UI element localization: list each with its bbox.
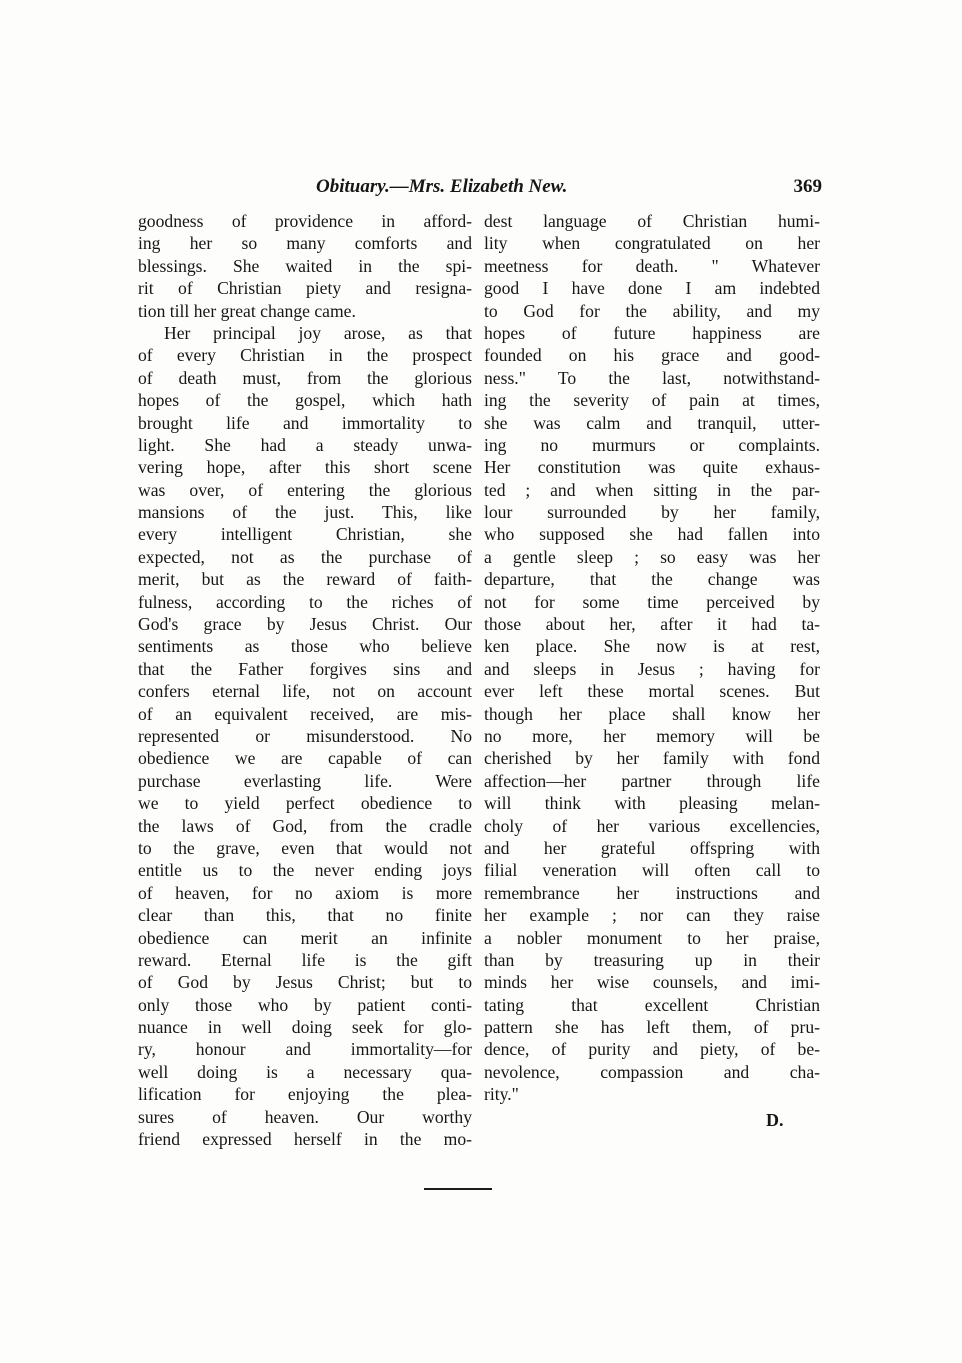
text-line: rit of Christian piety and resigna- (138, 278, 472, 299)
text-line: of God by Jesus Christ; but to (138, 972, 472, 993)
text-line: well doing is a necessary qua- (138, 1061, 472, 1082)
text-line: sures of heaven. Our worthy (138, 1106, 472, 1127)
text-line: light. She had a steady unwa- (138, 434, 472, 455)
text-line: rity." (484, 1084, 519, 1105)
text-line: hopes of future happiness are (484, 322, 820, 343)
text-line: of death must, from the glorious (138, 367, 472, 388)
running-head (138, 176, 822, 204)
text-line: was over, of entering the glorious (138, 479, 472, 500)
text-line: good I have done I am indebted (484, 278, 820, 299)
text-line: the laws of God, from the cradle (138, 815, 472, 836)
text-line: no more, her memory will be (484, 725, 820, 746)
text-line: and sleeps in Jesus ; having for (484, 658, 820, 679)
text-line: tion till her great change came. (138, 300, 356, 321)
text-line: lification for enjoying the plea- (138, 1084, 472, 1105)
text-line: those about her, after it had ta- (484, 614, 820, 635)
page-number: 369 (793, 176, 822, 197)
text-line: will think with pleasing melan- (484, 793, 820, 814)
text-line: God's grace by Jesus Christ. Our (138, 614, 472, 635)
text-line: to the grave, even that would not (138, 837, 472, 858)
text-line: of an equivalent received, are mis- (138, 703, 472, 724)
end-rule-divider (424, 1188, 492, 1190)
text-line: confers eternal life, not on account (138, 681, 472, 702)
text-line: every intelligent Christian, she (138, 524, 472, 545)
text-line: a gentle sleep ; so easy was her (484, 546, 820, 567)
text-line: expected, not as the purchase of (138, 546, 472, 567)
text-line: she was calm and tranquil, utter- (484, 412, 820, 433)
text-line: brought life and immortality to (138, 412, 472, 433)
text-line: nuance in well doing seek for glo- (138, 1017, 472, 1038)
text-line: and her grateful offspring with (484, 837, 820, 858)
right-column (484, 210, 820, 1106)
text-line: Her constitution was quite exhaus- (484, 457, 820, 478)
text-line: clear than this, that no finite (138, 905, 472, 926)
text-line: represented or misunderstood. No (138, 725, 472, 746)
text-line: ken place. She now is at rest, (484, 636, 820, 657)
text-line: lity when congratulated on her (484, 233, 820, 254)
text-line: purchase everlasting life. Were (138, 770, 472, 791)
text-line: dence, of purity and piety, of be- (484, 1039, 820, 1060)
text-line: ever left these mortal scenes. But (484, 681, 820, 702)
text-line: of heaven, for no axiom is more (138, 882, 472, 903)
text-line: pattern she has left them, of pru- (484, 1017, 820, 1038)
text-line: her example ; nor can they raise (484, 905, 820, 926)
text-line: minds her wise counsels, and imi- (484, 972, 820, 993)
text-line: obedience we are capable of can (138, 748, 472, 769)
text-line: ry, honour and immortality—for (138, 1039, 472, 1060)
text-line: entitle us to the never ending joys (138, 860, 472, 881)
text-line: reward. Eternal life is the gift (138, 949, 472, 970)
text-line: tating that excellent Christian (484, 994, 820, 1015)
text-line: ing her so many comforts and (138, 233, 472, 254)
text-line: choly of her various excellencies, (484, 815, 820, 836)
text-line: though her place shall know her (484, 703, 820, 724)
text-line: only those who by patient conti- (138, 994, 472, 1015)
text-line: friend expressed herself in the mo- (138, 1129, 472, 1150)
text-line: fulness, according to the riches of (138, 591, 472, 612)
text-line: remembrance her instructions and (484, 882, 820, 903)
text-line: founded on his grace and good- (484, 345, 820, 366)
text-line: ness." To the last, notwithstand- (484, 367, 820, 388)
text-line: we to yield perfect obedience to (138, 793, 472, 814)
text-line: who supposed she had fallen into (484, 524, 820, 545)
text-line: mansions of the just. This, like (138, 502, 472, 523)
left-column (138, 210, 472, 1150)
text-line: merit, but as the reward of faith- (138, 569, 472, 590)
text-line: dest language of Christian humi- (484, 211, 820, 231)
text-line: cherished by her family with fond (484, 748, 820, 769)
text-line: affection—her partner through life (484, 770, 820, 791)
running-title: Obituary.—Mrs. Elizabeth New. (316, 176, 568, 197)
text-line: meetness for death. " Whatever (484, 255, 820, 276)
text-line: obedience can merit an infinite (138, 927, 472, 948)
text-line: of every Christian in the prospect (138, 345, 472, 366)
text-line: vering hope, after this short scene (138, 457, 472, 478)
text-line: that the Father forgives sins and (138, 658, 472, 679)
text-line: a nobler monument to her praise, (484, 927, 820, 948)
text-line: hopes of the gospel, which hath (138, 390, 472, 411)
text-line: than by treasuring up in their (484, 949, 820, 970)
text-line: ing no murmurs or complaints. (484, 434, 820, 455)
text-line: goodness of providence in afford- (138, 211, 472, 231)
text-line: blessings. She waited in the spi- (138, 255, 472, 276)
text-line: lour surrounded by her family, (484, 502, 820, 523)
signature-initial: D. (766, 1110, 784, 1130)
text-line: not for some time perceived by (484, 591, 820, 612)
text-line: Her principal joy arose, as that (164, 322, 472, 343)
text-line: to God for the ability, and my (484, 300, 820, 321)
text-line: nevolence, compassion and cha- (484, 1061, 820, 1082)
text-line: departure, that the change was (484, 569, 820, 590)
text-line: filial veneration will often call to (484, 860, 820, 881)
text-line: ted ; and when sitting in the par- (484, 479, 820, 500)
text-line: sentiments as those who believe (138, 636, 472, 657)
text-line: ing the severity of pain at times, (484, 390, 820, 411)
